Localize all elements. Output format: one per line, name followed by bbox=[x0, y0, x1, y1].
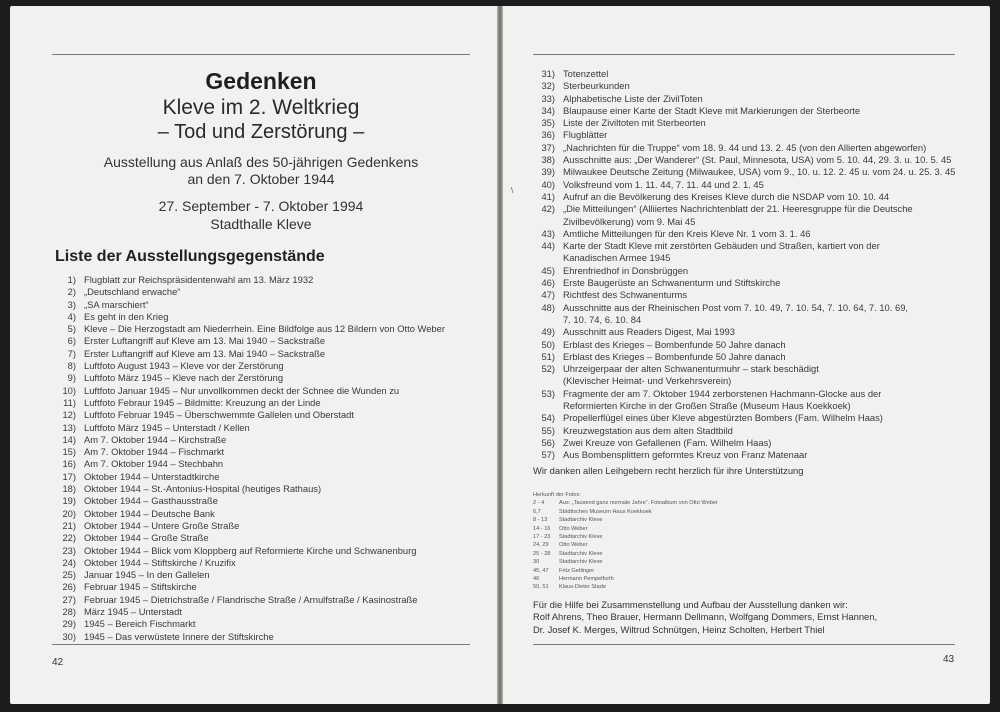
item-number: 19) bbox=[62, 495, 76, 507]
thanks-note: Wir danken allen Leihgebern recht herzlich für ihre Unterstützung bbox=[533, 465, 804, 476]
acknowledgements bbox=[533, 599, 877, 636]
list-item bbox=[54, 385, 474, 397]
item-text: „Nachrichten für die Truppe“ vom 18. 9. 44 und 13. 2. 45 (von den Allierten abgeworfen) bbox=[563, 141, 927, 153]
subtitle-kleve: Kleve im 2. Weltkrieg bbox=[162, 96, 360, 119]
list-item bbox=[533, 302, 973, 314]
item-text: Uhrzeigerpaar der alten Schwanenturmuhr – stark beschädigt bbox=[563, 363, 819, 375]
item-text: Totenzettel bbox=[563, 68, 609, 79]
list-item bbox=[54, 274, 474, 286]
item-text: Oktober 1944 – Stiftskirche / Kruzifix bbox=[84, 556, 236, 568]
margin-mark: \ bbox=[511, 186, 514, 195]
item-text: 1945 – Bereich Fischmarkt bbox=[84, 618, 196, 630]
item-text: Oktober 1944 – Große Straße bbox=[84, 532, 209, 544]
list-item bbox=[533, 105, 973, 117]
credit-source: Stadtarchiv Kleve bbox=[559, 559, 603, 566]
list-item bbox=[54, 581, 474, 593]
item-text: Sterbeurkunden bbox=[563, 80, 630, 92]
left-page bbox=[10, 6, 497, 704]
list-item bbox=[54, 348, 474, 360]
credit-source: Hermann Pempelforth bbox=[559, 576, 614, 583]
credit-source: Städtisches Museum Haus Koekkoek bbox=[559, 508, 652, 515]
item-number: 20) bbox=[62, 507, 76, 519]
list-item bbox=[533, 191, 973, 203]
item-number: 48) bbox=[541, 301, 555, 313]
item-number bbox=[533, 375, 555, 387]
list-item bbox=[533, 216, 973, 228]
item-number: 3) bbox=[67, 298, 76, 310]
list-item bbox=[54, 311, 474, 323]
list-item bbox=[533, 68, 973, 80]
help-line-2: Rolf Ahrens, Theo Brauer, Hermann Dellmann, Wolfgang Dommers, Ernst Hannen, bbox=[533, 611, 878, 623]
item-number: 21) bbox=[62, 519, 76, 531]
exhibition-dates: 27. September - 7. Oktober 1994 bbox=[158, 198, 364, 214]
item-text: „Die Mitteilungen“ (Alliiertes Nachrichtenblatt der 21. Heeresgruppe für die Deutsche bbox=[563, 203, 913, 215]
item-text: Luftfoto Febraur 1945 – Bildmitte: Kreuzung an der Linde bbox=[84, 396, 321, 408]
list-item bbox=[533, 179, 973, 191]
item-text: Am 7. Oktober 1944 – Stechbahn bbox=[84, 458, 224, 470]
list-item bbox=[54, 508, 474, 520]
item-number: 35) bbox=[541, 117, 555, 129]
item-text: Februar 1945 – Dietrichstraße / Flandrische Straße / Arnulfstraße / Kasinostraße bbox=[84, 593, 418, 605]
list-item bbox=[54, 323, 474, 335]
list-item bbox=[533, 339, 973, 351]
list-item bbox=[54, 471, 474, 483]
item-text: Liste der Ziviltoten mit Sterbeorten bbox=[563, 117, 706, 129]
list-item bbox=[54, 618, 474, 630]
item-number: 26) bbox=[62, 581, 76, 593]
item-text: Flugblatt zur Reichspräsidentenwahl am 13. März 1932 bbox=[84, 274, 314, 285]
item-text: Aufruf an die Bevölkerung des Kreises Kleve durch die NSDAP vom 10. 10. 44 bbox=[563, 190, 890, 202]
exhibition-line-1: Ausstellung aus Anlaß des 50-jährigen Gedenkens bbox=[103, 154, 419, 170]
item-text: Richtfest des Schwanenturms bbox=[563, 289, 688, 301]
item-text: Luftfoto August 1943 – Kleve vor der Zerstörung bbox=[84, 360, 284, 372]
item-number bbox=[533, 400, 555, 412]
credit-range: 24, 29 bbox=[533, 542, 549, 549]
credit-source: Stadtarchiv Kleve bbox=[559, 534, 603, 541]
item-text: „SA marschiert“ bbox=[84, 298, 149, 310]
credit-range: 25 - 28 bbox=[533, 550, 551, 557]
credit-source: Klaus-Dieter Stade bbox=[559, 584, 606, 591]
item-number: 39) bbox=[541, 166, 555, 178]
item-text: 1945 – Das verwüstete Innere der Stiftskirche bbox=[84, 630, 274, 642]
credit-range: 45, 47 bbox=[533, 567, 549, 574]
item-number: 40) bbox=[541, 178, 555, 190]
item-text: Luftfoto März 1945 – Kleve nach der Zerstörung bbox=[84, 372, 284, 384]
list-item bbox=[54, 409, 474, 421]
item-number: 18) bbox=[62, 483, 76, 495]
list-item bbox=[533, 425, 973, 437]
item-number: 5) bbox=[67, 323, 76, 335]
list-item bbox=[533, 277, 973, 289]
item-text: März 1945 – Unterstadt bbox=[84, 606, 182, 618]
item-number: 46) bbox=[541, 277, 555, 289]
item-number: 12) bbox=[62, 409, 76, 421]
list-item bbox=[54, 631, 474, 643]
credit-range: 14 - 16 bbox=[533, 525, 551, 532]
item-text: Ausschnitt aus Readers Digest, Mai 1993 bbox=[563, 326, 735, 338]
item-text: Es geht in den Krieg bbox=[84, 310, 169, 322]
item-number: 14) bbox=[62, 433, 76, 445]
item-text: Erster Luftangriff auf Kleve am 13. Mai 1940 – Sackstraße bbox=[84, 335, 326, 347]
credit-source: Fritz Getlinger bbox=[559, 567, 595, 574]
item-text: Volksfreund vom 1. 11. 44, 7. 11. 44 und 2. 1. 45 bbox=[563, 178, 764, 190]
credits-list bbox=[533, 499, 718, 591]
credit-row bbox=[533, 516, 718, 524]
item-number: 10) bbox=[62, 384, 76, 396]
list-item bbox=[533, 228, 973, 240]
credit-range: 17 - 23 bbox=[533, 534, 551, 541]
item-number: 38) bbox=[541, 154, 555, 166]
item-number: 13) bbox=[62, 421, 76, 433]
item-text: Blaupause einer Karte der Stadt Kleve mit Markierungen der Sterbeorte bbox=[563, 104, 861, 116]
item-text: Erblast des Krieges – Bombenfunde 50 Jahre danach bbox=[563, 338, 786, 350]
top-rule bbox=[52, 54, 470, 55]
item-text: „Deutschland erwache“ bbox=[84, 286, 181, 298]
exhibit-list-left bbox=[54, 274, 474, 643]
item-text: 7. 10. 74, 6. 10. 84 bbox=[563, 313, 642, 325]
item-text: Kanadischen Armee 1945 bbox=[563, 252, 671, 264]
item-text: Oktober 1944 – Deutsche Bank bbox=[84, 507, 215, 519]
list-item bbox=[54, 594, 474, 606]
credit-range: 6,7 bbox=[533, 508, 541, 515]
list-item bbox=[533, 265, 973, 277]
list-item bbox=[54, 569, 474, 581]
item-text: Luftfoto Februar 1945 – Überschwemmte Gallelen und Oberstadt bbox=[84, 409, 354, 421]
credit-row bbox=[533, 558, 718, 566]
item-number: 33) bbox=[541, 92, 555, 104]
item-text: Reformierten Kirche in der Großen Straße (Museum Haus Koekkoek) bbox=[563, 400, 851, 412]
list-item bbox=[533, 351, 973, 363]
item-number: 42) bbox=[541, 203, 555, 215]
item-number: 24) bbox=[62, 556, 76, 568]
item-text: Januar 1945 – In den Gallelen bbox=[84, 569, 210, 581]
item-text: Ausschnitte aus: „Der Wanderer“ (St. Paul, Minnesota, USA) vom 5. 10. 44, 29. 3. u. 10. 5. 45 bbox=[563, 154, 952, 166]
item-number: 22) bbox=[62, 532, 76, 544]
item-number: 8) bbox=[67, 360, 76, 372]
list-item bbox=[54, 606, 474, 618]
item-number: 16) bbox=[62, 458, 76, 470]
list-item bbox=[533, 154, 973, 166]
credit-source: Stadtarchiv Kleve bbox=[559, 517, 603, 524]
list-item bbox=[533, 449, 973, 461]
item-number: 44) bbox=[541, 240, 555, 252]
bottom-rule bbox=[533, 644, 955, 645]
item-number: 34) bbox=[541, 104, 555, 116]
exhibition-line-2: an den 7. Oktober 1944 bbox=[187, 171, 335, 187]
list-item bbox=[533, 400, 973, 412]
exhibition-venue: Stadthalle Kleve bbox=[210, 216, 312, 232]
item-text: Aus Bombensplittern geformtes Kreuz von Franz Matenaar bbox=[563, 449, 808, 461]
item-text: Kleve – Die Herzogstadt am Niederrhein. Eine Bildfolge aus 12 Bildern von Otto Weber bbox=[84, 323, 445, 335]
list-item bbox=[54, 520, 474, 532]
item-text: Am 7. Oktober 1944 – Fischmarkt bbox=[84, 446, 225, 458]
item-number: 36) bbox=[541, 129, 555, 141]
item-text: Oktober 1944 – Gasthausstraße bbox=[84, 495, 218, 507]
list-item bbox=[533, 314, 973, 326]
list-item bbox=[54, 483, 474, 495]
item-number: 43) bbox=[541, 227, 555, 239]
item-number: 57) bbox=[541, 449, 555, 461]
list-item bbox=[54, 458, 474, 470]
item-number bbox=[533, 252, 555, 264]
page-number-right: 43 bbox=[943, 654, 955, 665]
list-item bbox=[533, 93, 973, 105]
list-item bbox=[533, 129, 973, 141]
credit-row bbox=[533, 525, 718, 533]
item-number: 32) bbox=[541, 80, 555, 92]
help-line-3: Dr. Josef K. Merges, Wiltrud Schnütgen, Heinz Scholten, Herbert Thiel bbox=[533, 623, 825, 635]
credit-range: 2 - 4 bbox=[533, 500, 545, 507]
item-text: Kreuzwegstation aus dem alten Stadtbild bbox=[563, 424, 733, 436]
list-item bbox=[54, 397, 474, 409]
bottom-rule bbox=[52, 644, 470, 645]
list-item bbox=[533, 80, 973, 92]
item-text: Flugblätter bbox=[563, 129, 608, 141]
list-item bbox=[54, 557, 474, 569]
credit-row bbox=[533, 583, 718, 591]
list-item bbox=[533, 240, 973, 252]
item-number: 6) bbox=[67, 335, 76, 347]
item-number: 2) bbox=[67, 286, 76, 298]
item-number bbox=[533, 314, 555, 326]
item-number: 50) bbox=[541, 338, 555, 350]
item-number: 28) bbox=[62, 606, 76, 618]
list-item bbox=[54, 422, 474, 434]
item-number: 1) bbox=[67, 274, 76, 285]
list-item bbox=[533, 289, 973, 301]
list-item bbox=[533, 363, 973, 375]
item-number: 51) bbox=[541, 350, 555, 362]
item-text: Milwaukee Deutsche Zeitung (Milwaukee, USA) vom 9., 10. u. 12. 2. 45 u. vom 24. u. 25. 3. 45 bbox=[563, 166, 956, 178]
item-number: 31) bbox=[541, 68, 555, 79]
item-number: 29) bbox=[62, 618, 76, 630]
credit-range: 30 bbox=[533, 559, 540, 566]
item-text: Propellerflügel eines über Kleve abgestürzten Bombers (Fam. Wilhelm Haas) bbox=[563, 412, 883, 424]
list-item bbox=[54, 372, 474, 384]
item-text: Oktober 1944 – St.-Antonius-Hospital (heutiges Rathaus) bbox=[84, 483, 322, 495]
item-number: 52) bbox=[541, 363, 555, 375]
item-text: Luftfoto März 1945 – Unterstadt / Kellen bbox=[84, 421, 250, 433]
list-item bbox=[54, 286, 474, 298]
credit-row bbox=[533, 499, 718, 507]
item-text: Karte der Stadt Kleve mit zerstörten Gebäuden und Straßen, kartiert von der bbox=[563, 240, 880, 252]
item-number: 25) bbox=[62, 569, 76, 581]
photo-credits bbox=[533, 491, 718, 592]
credit-source: Otto Weber bbox=[559, 542, 588, 549]
item-number: 27) bbox=[62, 593, 76, 605]
item-number: 45) bbox=[541, 264, 555, 276]
item-number: 11) bbox=[63, 396, 76, 408]
list-item bbox=[54, 532, 474, 544]
item-text: Erster Luftangriff auf Kleve am 13. Mai 1940 – Sackstraße bbox=[84, 347, 326, 359]
item-text: Februar 1945 – Stiftskirche bbox=[84, 581, 197, 593]
item-number: 17) bbox=[62, 470, 76, 482]
item-number: 15) bbox=[62, 446, 76, 458]
list-item bbox=[533, 142, 973, 154]
list-item bbox=[54, 434, 474, 446]
credit-row bbox=[533, 533, 718, 541]
item-text: Am 7. Oktober 1944 – Kirchstraße bbox=[84, 433, 227, 445]
list-item bbox=[533, 375, 973, 387]
credit-row bbox=[533, 541, 718, 549]
item-number: 41) bbox=[541, 190, 555, 202]
list-item bbox=[533, 388, 973, 400]
item-text: Zwei Kreuze von Gefallenen (Fam. Wilhelm Haas) bbox=[563, 436, 772, 448]
help-line-1: Für die Hilfe bei Zusammenstellung und Aufbau der Ausstellung danken wir: bbox=[533, 599, 848, 610]
top-rule bbox=[533, 54, 955, 55]
item-number: 47) bbox=[541, 289, 555, 301]
credit-range: 50, 51 bbox=[533, 584, 549, 591]
list-item bbox=[54, 545, 474, 557]
list-item bbox=[54, 495, 474, 507]
credit-range: 46 bbox=[533, 576, 540, 583]
list-item bbox=[54, 299, 474, 311]
credits-title: Herkunft der Fotos: bbox=[533, 492, 581, 498]
item-number: 53) bbox=[541, 387, 555, 399]
item-text: Oktober 1944 – Untere Große Straße bbox=[84, 519, 240, 531]
list-item bbox=[533, 412, 973, 424]
exhibit-list-right bbox=[533, 68, 973, 462]
section-heading: Liste der Ausstellungsgegenstände bbox=[55, 248, 325, 265]
item-number: 54) bbox=[541, 412, 555, 424]
page-title: Gedenken bbox=[205, 68, 317, 94]
item-number: 4) bbox=[67, 310, 76, 322]
item-number: 56) bbox=[541, 436, 555, 448]
item-text: Ehrenfriedhof in Donsbrüggen bbox=[563, 264, 689, 276]
item-text: Fragmente der am 7. Oktober 1944 zerborstenen Hachmann-Glocke aus der bbox=[563, 387, 882, 399]
exhibition-header bbox=[52, 68, 470, 233]
subtitle-tod: – Tod und Zerstörung – bbox=[157, 121, 365, 143]
item-text: Luftfoto Januar 1945 – Nur unvollkommen deckt der Schnee die Wunden zu bbox=[84, 384, 400, 396]
item-text: Erblast des Krieges – Bombenfunde 50 Jahre danach bbox=[563, 350, 786, 362]
item-number: 7) bbox=[67, 347, 76, 359]
item-text: Erste Baugerüste an Schwanenturm und Stiftskirche bbox=[563, 277, 781, 289]
list-item bbox=[533, 203, 973, 215]
list-item bbox=[54, 335, 474, 347]
item-text: Alphabetische Liste der ZivilToten bbox=[563, 92, 703, 104]
list-item bbox=[533, 117, 973, 129]
credit-row bbox=[533, 508, 718, 516]
page-number-left: 42 bbox=[52, 657, 64, 668]
credit-source: Aus: „Tausend ganz normale Jahre“. Fotoalbum von Otto Weber bbox=[559, 500, 718, 507]
credit-row bbox=[533, 567, 718, 575]
credit-row bbox=[533, 575, 718, 583]
item-number: 49) bbox=[541, 326, 555, 338]
item-number bbox=[533, 216, 555, 228]
list-item bbox=[54, 360, 474, 372]
credit-source: Otto Weber bbox=[559, 525, 588, 532]
item-number: 37) bbox=[541, 141, 555, 153]
item-number: 23) bbox=[62, 544, 76, 556]
item-text: Oktober 1944 – Unterstadtkirche bbox=[84, 470, 220, 482]
list-item bbox=[533, 437, 973, 449]
item-text: Ausschnitte aus der Rheinischen Post vom 7. 10. 49, 7. 10. 54, 7. 10. 64, 7. 10. 69, bbox=[563, 301, 909, 313]
item-text: Oktober 1944 – Blick vom Kloppberg auf Reformierte Kirche und Schwanenburg bbox=[84, 544, 417, 556]
list-item bbox=[54, 446, 474, 458]
item-text: (Klevischer Heimat- und Verkehrsverein) bbox=[563, 375, 732, 387]
credit-source: Stadtarchiv Kleve bbox=[559, 550, 603, 557]
item-number: 9) bbox=[67, 372, 76, 384]
item-number: 30) bbox=[62, 630, 76, 642]
credit-row bbox=[533, 550, 718, 558]
credit-range: 8 - 13 bbox=[533, 517, 548, 524]
right-page bbox=[503, 6, 990, 704]
item-text: Amtliche Mitteilungen für den Kreis Kleve Nr. 1 vom 3. 1. 46 bbox=[563, 227, 811, 239]
item-text: Zivilbevölkerung) vom 9. Mai 45 bbox=[563, 215, 696, 227]
list-item bbox=[533, 326, 973, 338]
item-number: 55) bbox=[541, 424, 555, 436]
list-item bbox=[533, 252, 973, 264]
list-item bbox=[533, 166, 973, 178]
